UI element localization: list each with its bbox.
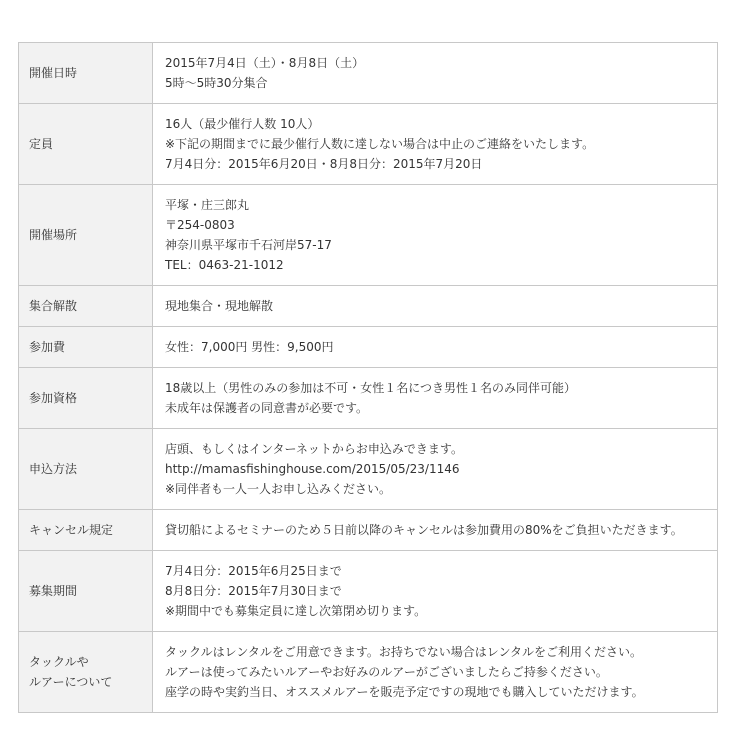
value-line: ※下記の期間までに最少催行人数に達しない場合は中止のご連絡をいたします。: [165, 137, 595, 151]
row-value: [153, 551, 718, 632]
value-line: TEL：0463-21-1012: [165, 258, 284, 272]
row-value: [153, 286, 718, 327]
event-details-table: [18, 42, 718, 713]
row-value: [153, 632, 718, 713]
value-line: タックルはレンタルをご用意できます。お持ちでない場合はレンタルをご利用ください。: [165, 645, 643, 659]
value-line: 現地集合・現地解散: [165, 299, 274, 313]
table-row-meeting: [19, 286, 718, 327]
row-label: 参加資格: [19, 368, 153, 429]
value-line: 店頭、もしくはインターネットからお申込みできます。: [165, 442, 463, 456]
row-label: 開催場所: [19, 185, 153, 286]
row-label: タックルや ルアーについて: [19, 632, 153, 713]
row-label: キャンセル規定: [19, 510, 153, 551]
table-row-cancellation: [19, 510, 718, 551]
value-line: 座学の時や実釣当日、オススメルアーを販売予定ですの現地でも購入していただけます。: [165, 685, 644, 699]
row-label: 集合解散: [19, 286, 153, 327]
row-label: 募集期間: [19, 551, 153, 632]
row-label: 開催日時: [19, 43, 153, 104]
value-line: 7月4日分：2015年6月20日・8月8日分：2015年7月20日: [165, 157, 483, 171]
value-line: 5時〜5時30分集合: [165, 76, 268, 90]
table-row-capacity: [19, 104, 718, 185]
table-row-eligibility: [19, 368, 718, 429]
table-row-tackle-lure: [19, 632, 718, 713]
table-row-recruitment-period: [19, 551, 718, 632]
table-row-fee: [19, 327, 718, 368]
value-line: 未成年は保護者の同意書が必要です。: [165, 401, 369, 415]
row-value: [153, 43, 718, 104]
value-line: ※同伴者も一人一人お申し込みください。: [165, 482, 392, 496]
event-details-container: [18, 42, 718, 713]
row-value: [153, 185, 718, 286]
row-value: [153, 104, 718, 185]
row-label: 申込方法: [19, 429, 153, 510]
row-value: [153, 510, 718, 551]
row-value: [153, 327, 718, 368]
table-row-date-time: [19, 43, 718, 104]
value-line: 神奈川県平塚市千石河岸57-17: [165, 238, 332, 252]
value-line: 8月8日分：2015年7月30日まで: [165, 584, 342, 598]
row-value: [153, 368, 718, 429]
value-line: 7月4日分：2015年6月25日まで: [165, 564, 342, 578]
value-line: 平塚・庄三郎丸: [165, 198, 250, 212]
row-label: 参加費: [19, 327, 153, 368]
table-row-venue: [19, 185, 718, 286]
value-line: 貸切船によるセミナーのため５日前以降のキャンセルは参加費用の80%をご負担いただきます。: [165, 523, 683, 537]
value-line: ルアーは使ってみたいルアーやお好みのルアーがございましたらご持参ください。: [165, 665, 608, 679]
table-row-application: [19, 429, 718, 510]
application-url-link[interactable]: http://mamasfishinghouse.com/2015/05/23/1146: [165, 462, 460, 476]
event-details-body: [19, 43, 718, 713]
value-line: 〒254-0803: [165, 218, 235, 232]
value-line: 16人（最少催行人数 10人）: [165, 117, 320, 131]
value-line: 18歳以上（男性のみの参加は不可・女性１名につき男性１名のみ同伴可能）: [165, 381, 577, 395]
value-line: ※期間中でも募集定員に達し次第閉め切ります。: [165, 604, 427, 618]
value-line: 2015年7月4日（土）・8月8日（土）: [165, 56, 365, 70]
row-value: [153, 429, 718, 510]
value-line: 女性：7,000円 男性：9,500円: [165, 340, 334, 354]
row-label: 定員: [19, 104, 153, 185]
